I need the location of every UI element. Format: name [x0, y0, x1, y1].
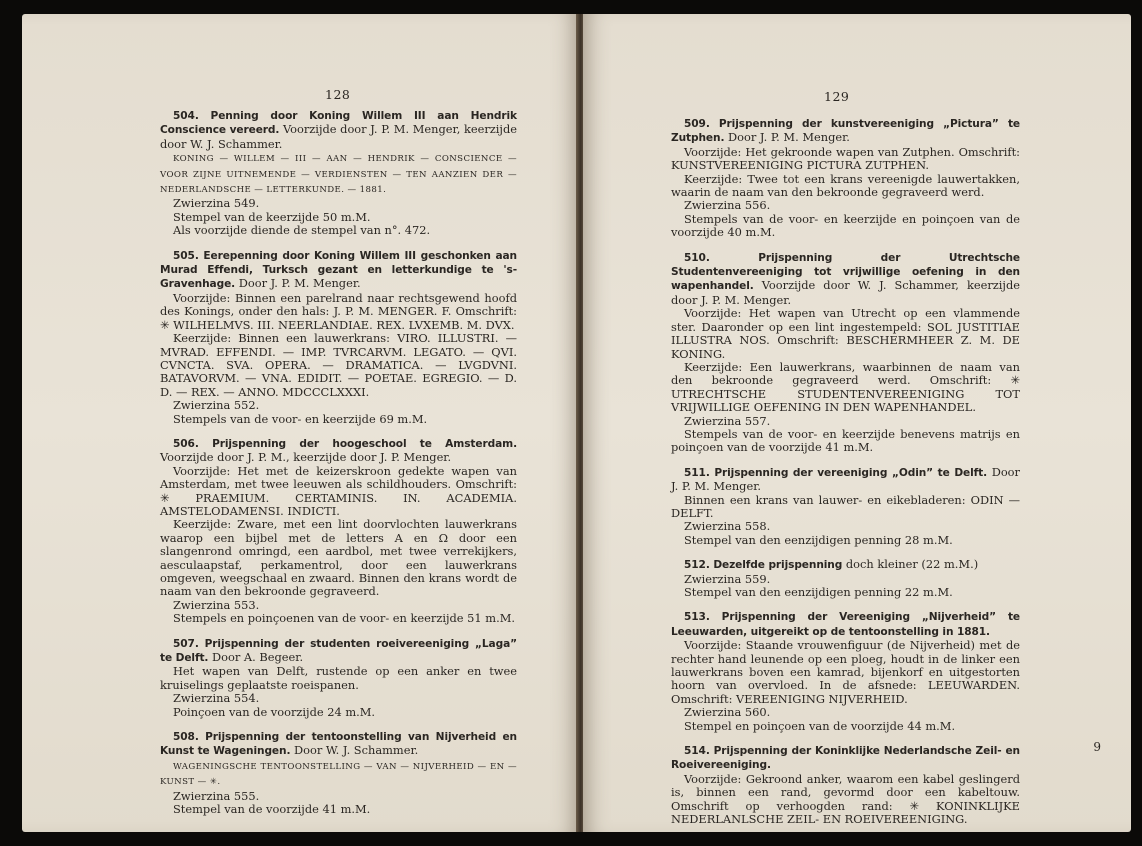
entry-paragraph — [160, 224, 517, 237]
entry-heading: 513. Prijspenning der Vereeniging „Nijverheid” te Leeuwarden, uitgereikt op de tentoonstelling in 1881. — [671, 611, 1020, 638]
entry-text: Voorzijde door J. P. M. Menger, keerzijde door W. J. Schammer. — [160, 122, 517, 151]
entry-paragraph — [671, 117, 1020, 146]
entry-paragraph — [671, 199, 1020, 212]
entry-paragraph — [671, 494, 1020, 521]
entry-text: Zwierzina 549. — [173, 196, 260, 211]
entry-text: Voorzijde: Binnen een parelrand naar rechtsgewend hoofd des Konings, onder den hals: J. P. M. MENGER. F. Omschrift: ✳ WILHELMVS. III. NEERLANDIAE. REX. LVXEMB. M. DVX. — [160, 290, 517, 332]
entry-paragraph — [160, 692, 517, 705]
entry-paragraph — [160, 518, 517, 598]
entry-text: Zwierzina 558. — [684, 519, 771, 534]
catalog-entry — [160, 730, 517, 816]
entry-paragraph — [671, 520, 1020, 533]
entry-text: Zwierzina 560. — [684, 705, 771, 720]
catalog-entry — [160, 637, 517, 719]
entry-text: Stempel en poinçoen van de voorzijde 44 m.M. — [684, 718, 956, 733]
entry-paragraph — [671, 213, 1020, 240]
catalog-entry — [160, 437, 517, 626]
entry-paragraph — [160, 211, 517, 224]
entry-heading: 511. Prijspenning der vereeniging „Odin” te Delft. — [684, 466, 988, 479]
entry-text: Stempel van de keerzijde 50 m.M. — [173, 209, 371, 224]
entry-paragraph — [160, 706, 517, 719]
entry-text: Poinçoen van de voorzijde 24 m.M. — [173, 704, 376, 719]
entry-paragraph — [160, 437, 517, 465]
catalog-entry — [160, 249, 517, 426]
entry-text: doch kleiner (22 m.M.) — [842, 557, 979, 572]
entry-heading: 506. Prijspenning der hoogeschool te Amsterdam. — [173, 437, 517, 450]
legend-text: KONING — WILLEM — III — AAN — HENDRIK — CONSCIENCE — VOOR ZIJNE UITNEMENDE — VERDIENSTEN — TEN AANZIEN DER — NEDERLANDSCHE — LETTERKUNDE. — 1881. — [160, 154, 517, 196]
entry-text: Stempel van de voorzijde 41 m.M. — [173, 802, 371, 817]
catalog-entry — [671, 744, 1020, 826]
entry-text: Keerzijde: Twee tot een krans vereenigde lauwertakken, waarin de naam van den bekroonde gegraveerd werd. — [671, 171, 1020, 200]
entry-paragraph — [671, 428, 1020, 455]
catalog-entry — [671, 610, 1020, 733]
entry-paragraph — [671, 251, 1020, 308]
entry-paragraph — [160, 249, 517, 292]
entry-paragraph — [160, 665, 517, 692]
right-page — [583, 14, 1131, 832]
entry-text: Als voorzijde diende de stempel van n°. 472. — [173, 223, 431, 238]
left-page — [22, 14, 578, 832]
right-column — [671, 117, 1020, 832]
entry-paragraph — [671, 773, 1020, 827]
entry-heading: 508. Prijspenning der tentoonstelling van Nijverheid en Kunst te Wageningen. — [160, 731, 517, 758]
catalog-entry — [671, 466, 1020, 547]
entry-heading: 512. Dezelfde prijspenning — [684, 559, 843, 572]
entry-heading: 514. Prijspenning der Koninklijke Nederlandsche Zeil- en Roeivereeniging. — [671, 745, 1020, 772]
catalog-entry — [671, 558, 1020, 599]
entry-text: Door J. P. M. Menger. — [724, 130, 850, 145]
entry-paragraph — [160, 730, 517, 759]
entry-text: Voorzijde: Gekroond anker, waarom een kabel geslingerd is, binnen een rand, gevormd door een kabeltouw. Omschrift op verhoogden rand: ✳ KONINKLIJKE NEDERLANLSCHE ZEIL- EN ROEIVEREENIGING. — [671, 771, 1020, 827]
entry-text: Stempels van de voor- en keerzijde benevens matrijs en poinçoen van de voorzijde 41 m.M. — [671, 426, 1020, 455]
left-column — [160, 109, 517, 828]
entry-text: Stempels van de voor- en keerzijde 69 m.M. — [173, 411, 428, 426]
entry-paragraph — [671, 610, 1020, 639]
entry-paragraph — [671, 173, 1020, 200]
entry-text: Zwierzina 554. — [173, 691, 260, 706]
entry-text: Voorzijde door J. P. M., keerzijde door J. P. Menger. — [160, 450, 452, 465]
entry-paragraph — [160, 465, 517, 519]
entry-paragraph — [160, 637, 517, 666]
entry-heading: 509. Prijspenning der kunstvereeniging „Pictura” te Zutphen. — [671, 118, 1020, 145]
entry-text: Stempel van den eenzijdigen penning 22 m.M. — [684, 585, 953, 599]
entry-heading: 510. Prijspenning der Utrechtsche Studentenvereeniging tot vrijwillige oefening in den wapenhandel. — [671, 251, 1020, 293]
entry-paragraph — [671, 744, 1020, 773]
entry-paragraph — [160, 413, 517, 426]
entry-text: Voorzijde: Het met de keizerskroon gedekte wapen van Amsterdam, met twee leeuwen als schildhouders. Omschrift: ✳ PRAEMIUM. CERTAMINIS. IN. ACADEMIA. AMSTELODAMENSI. INDICTI. — [160, 463, 517, 518]
entry-paragraph — [160, 612, 517, 625]
entry-paragraph — [671, 307, 1020, 361]
signature-mark: 9 — [1093, 740, 1101, 754]
catalog-entry — [160, 109, 517, 238]
entry-text: Zwierzina 552. — [173, 398, 260, 413]
entry-paragraph — [671, 534, 1020, 547]
entry-paragraph — [160, 399, 517, 412]
page-number-right: 129 — [824, 89, 850, 104]
entry-text: Voorzijde: Het gekroonde wapen van Zutphen. Omschrift: KUNSTVEREENIGING PICTURA ZUTPHEN. — [671, 144, 1020, 173]
entry-paragraph — [160, 109, 517, 151]
entry-text: Door J. P. M. Menger. — [235, 276, 361, 291]
entry-text: Door J. P. M. Menger. — [671, 464, 1020, 494]
entry-paragraph — [671, 415, 1020, 428]
entry-heading: 504. Penning door Koning Willem III aan Hendrik Conscience vereerd. — [160, 110, 517, 137]
entry-paragraph — [671, 720, 1020, 733]
entry-text: Stempels van de voor- en keerzijde en poinçoen van de voorzijde 40 m.M. — [671, 211, 1020, 240]
entry-text: Zwierzina 553. — [173, 597, 260, 612]
entry-paragraph — [160, 803, 517, 816]
entry-text: Het wapen van Delft, rustende op een anker en twee kruiselings geplaatste roeispanen. — [160, 664, 517, 692]
entry-text: Door A. Begeer. — [208, 650, 304, 665]
entry-text: Zwierzina 555. — [173, 788, 260, 803]
entry-paragraph — [160, 790, 517, 803]
entry-paragraph — [160, 599, 517, 612]
entry-paragraph — [160, 332, 517, 399]
catalog-entry — [671, 117, 1020, 240]
entry-paragraph — [160, 292, 517, 332]
entry-paragraph — [671, 466, 1020, 494]
entry-heading: 505. Eerepenning door Koning Willem III geschonken aan Murad Effendi, Turksch gezant en letterkundige te 's-Gravenhage. — [160, 249, 517, 291]
entry-text: Binnen een krans van lauwer- en eikebladeren: ODIN — DELFT. — [671, 492, 1020, 520]
page-number-left: 128 — [325, 87, 351, 102]
entry-paragraph — [671, 146, 1020, 173]
entry-text: Zwierzina 559. — [684, 571, 771, 586]
entry-text: Voorzijde: Staande vrouwenfiguur (de Nijverheid) met de rechter hand leunende op een ploeg, houdt in de linker een lauwerkrans boven een kamrad, bijenkorf en uitgestorten hoorn van overvloed. In de afsnede: LEEUWARDEN. Omschrift: VEREENIGING NIJVERHEID. — [671, 638, 1020, 706]
entry-paragraph — [160, 759, 517, 790]
entry-text: Door W. J. Schammer. — [290, 743, 419, 758]
entry-paragraph — [160, 197, 517, 210]
catalog-entry — [671, 251, 1020, 455]
entry-paragraph — [671, 361, 1020, 415]
entry-text: Zwierzina 557. — [684, 413, 771, 428]
entry-paragraph — [160, 151, 517, 197]
legend-text: WAGENINGSCHE TENTOONSTELLING — VAN — NIJVERHEID — EN — KUNST — ✳. — [160, 761, 517, 788]
entry-paragraph — [671, 639, 1020, 706]
entry-paragraph — [671, 558, 1020, 572]
entry-text: Keerzijde: Zware, met een lint doorvlochten lauwerkrans waarop een bijbel met de letters A en Ω door een slangenrond omringd, een aardbol, met twee verrekijkers, aesculaapstaf, perkamentrol, door een lauwerkrans omgeven, weegschaal en zwaard. Binnen den krans wordt de naam van den bekroonde gegraveerd. — [160, 517, 517, 599]
entry-text: Stempel van den eenzijdigen penning 28 m.M. — [684, 532, 953, 547]
entry-text: Stempels en poinçoenen van de voor- en keerzijde 51 m.M. — [173, 611, 515, 626]
entry-paragraph — [671, 586, 1020, 599]
entry-text: Keerzijde: Een lauwerkrans, waarbinnen de naam van den bekroonde gegraveerd werd. Omschrift: ✳ UTRECHTSCHE STUDENTENVEREENIGING TOT VRIJWILLIGE OEFENING IN DEN WAPENHANDEL. — [671, 359, 1020, 415]
entry-heading: 507. Prijspenning der studenten roeivereeniging „Laga” te Delft. — [160, 637, 517, 665]
entry-paragraph — [671, 573, 1020, 586]
entry-text: Voorzijde door W. J. Schammer, keerzijde door J. P. M. Menger. — [671, 278, 1020, 307]
entry-text: Voorzijde: Het wapen van Utrecht op een vlammende ster. Daaronder op een lint ingestempeld: SOL JUSTITIAE ILLUSTRA NOS. Omschrift: BESCHERMHEER Z. M. DE KONING. — [671, 306, 1020, 361]
entry-text: Zwierzina 556. — [684, 198, 771, 213]
entry-paragraph — [671, 706, 1020, 719]
entry-text: Keerzijde: Binnen een lauwerkrans: VIRO. ILLUSTRI. — MVRAD. EFFENDI. — IMP. TVRCARVM. LEGATO. — QVI. CVNCTA. SVA. OPERA. — DRAMATICA. — LVGDVNI. BATAVORVM. — VNA. EDIDIT. — POETAE. EGREGIO. — D. D. — REX. — ANNO. MDCCCLXXXI. — [160, 331, 517, 399]
